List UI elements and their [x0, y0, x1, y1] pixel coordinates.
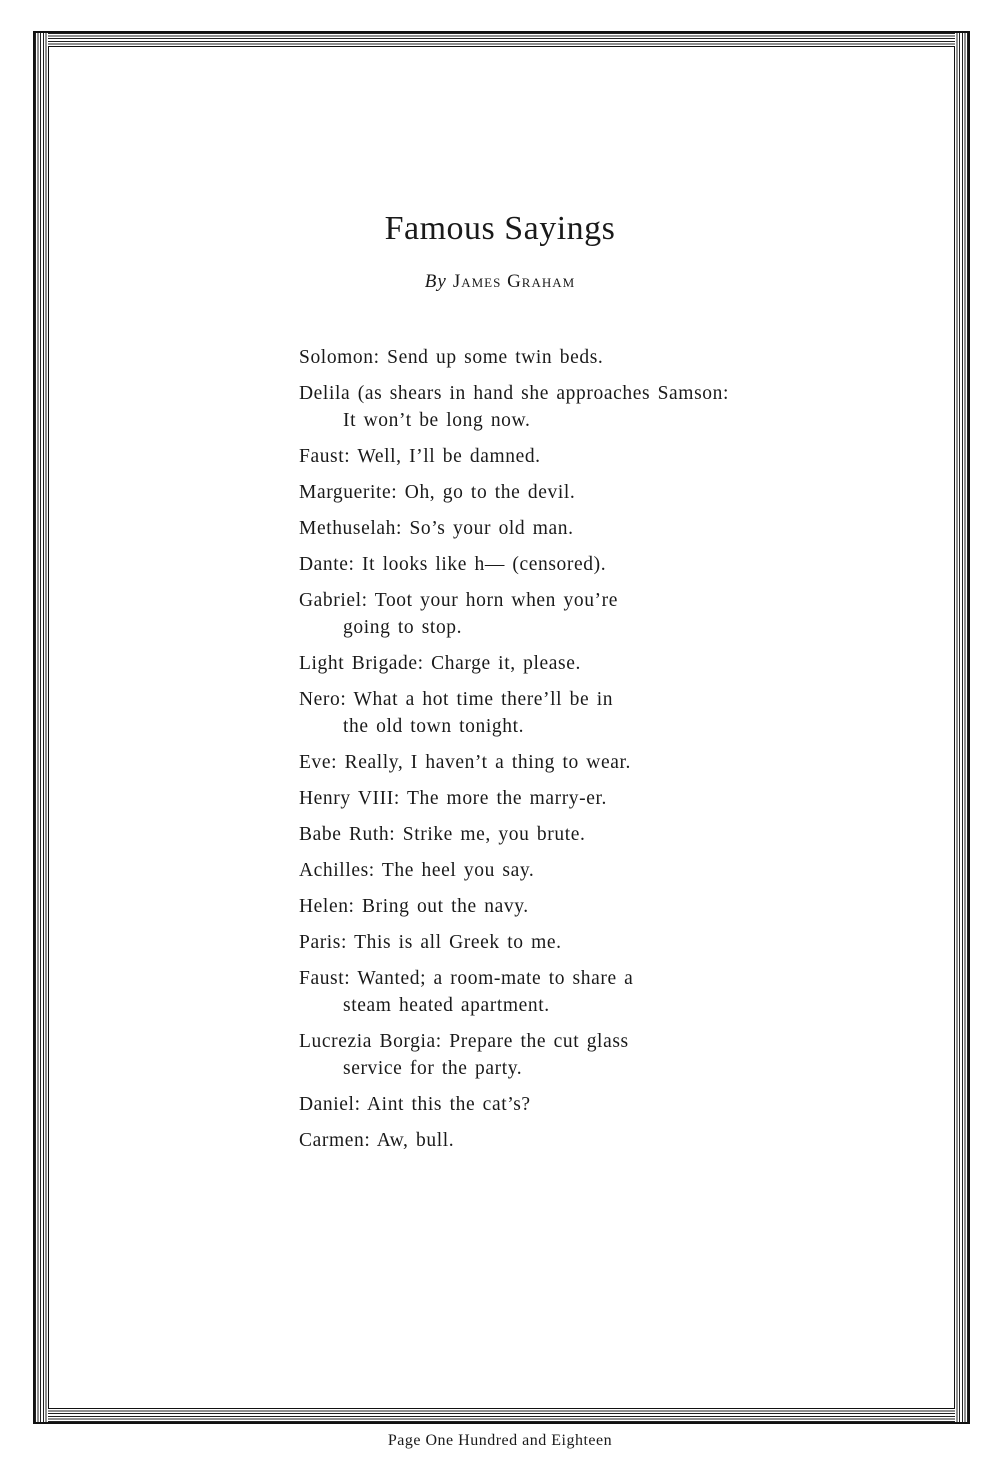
list-item — [299, 821, 819, 848]
byline-author: James Graham — [452, 271, 576, 292]
byline — [0, 271, 1000, 293]
saying-continuation: It won’t be long now. — [343, 410, 531, 431]
saying-line: Marguerite: Oh, go to the devil. — [299, 482, 576, 503]
saying-line: Carmen: Aw, bull. — [299, 1130, 455, 1151]
list-item — [299, 515, 819, 542]
list-item — [299, 1028, 819, 1082]
saying-continuation: steam heated apartment. — [343, 995, 550, 1016]
list-item — [299, 749, 819, 776]
saying-line: Delila (as shears in hand she approaches Samson: — [299, 383, 729, 404]
list-item — [299, 785, 819, 812]
saying-line: Paris: This is all Greek to me. — [299, 932, 562, 953]
saying-line: Faust: Well, I’ll be damned. — [299, 446, 541, 467]
saying-line: Dante: It looks like h— (censored). — [299, 554, 607, 575]
saying-line: Gabriel: Toot your horn when you’re — [299, 590, 618, 611]
page-number: Page One Hundred and Eighteen — [387, 1432, 613, 1449]
saying-line: Eve: Really, I haven’t a thing to wear. — [299, 752, 631, 773]
saying-line: Babe Ruth: Strike me, you brute. — [299, 824, 586, 845]
saying-line: Achilles: The heel you say. — [299, 860, 535, 881]
list-item — [299, 587, 819, 641]
saying-line: Henry VIII: The more the marry-er. — [299, 788, 607, 809]
list-item — [299, 380, 819, 434]
saying-line: Helen: Bring out the navy. — [299, 896, 529, 917]
saying-line: Nero: What a hot time there’ll be in — [299, 689, 614, 710]
list-item — [299, 551, 819, 578]
saying-line: Light Brigade: Charge it, please. — [299, 653, 581, 674]
saying-continuation: the old town tonight. — [343, 716, 525, 737]
saying-continuation: going to stop. — [343, 617, 463, 638]
saying-line: Lucrezia Borgia: Prepare the cut glass — [299, 1031, 629, 1052]
list-item — [299, 479, 819, 506]
list-item — [299, 893, 819, 920]
list-item — [299, 965, 819, 1019]
saying-line: Daniel: Aint this the cat’s? — [299, 1094, 531, 1115]
list-item — [299, 344, 819, 371]
list-item — [299, 1091, 819, 1118]
page-title: Famous Sayings — [384, 210, 616, 247]
list-item — [299, 1127, 819, 1154]
list-item — [299, 686, 819, 740]
list-item — [299, 857, 819, 884]
sayings-list — [299, 344, 819, 1163]
list-item — [299, 443, 819, 470]
list-item — [299, 650, 819, 677]
saying-line: Methuselah: So’s your old man. — [299, 518, 574, 539]
saying-line: Solomon: Send up some twin beds. — [299, 347, 604, 368]
list-item — [299, 929, 819, 956]
byline-prefix: By — [424, 271, 447, 292]
saying-continuation: service for the party. — [343, 1058, 523, 1079]
saying-line: Faust: Wanted; a room-mate to share a — [299, 968, 634, 989]
